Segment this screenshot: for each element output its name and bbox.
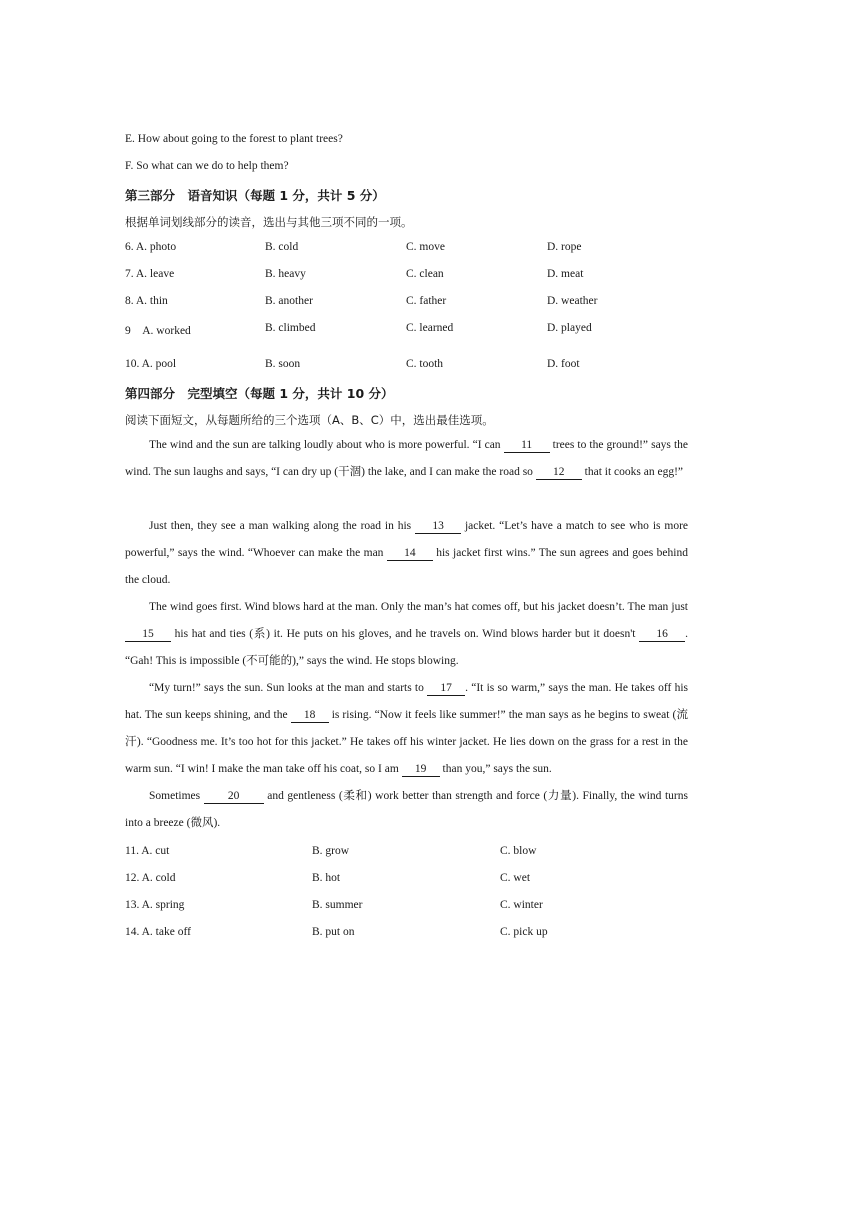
option-a: 13. A. spring (125, 899, 185, 911)
option-c: C. blow (500, 845, 537, 857)
paragraph-text: “My turn!” says the sun. Sun looks at the man and starts to (149, 682, 428, 694)
phonics-question-10 (125, 358, 705, 374)
paragraph-text: The wind and the sun are talking loudly about who is more powerful. “I can (149, 439, 504, 451)
part3-instruction: 根据单词划线部分的读音，选出与其他三项不同的一项。 (125, 215, 413, 229)
option-c: C. wet (500, 872, 531, 884)
cloze-paragraph-5 (125, 783, 688, 837)
cloze-paragraph-2 (125, 513, 688, 594)
phonics-question-9 (125, 322, 705, 338)
part3-heading: 第三部分 语音知识（每题 1 分，共计 5 分） (125, 188, 385, 203)
phonics-question-7 (125, 268, 705, 284)
cloze-blank-16: 16 (639, 628, 685, 642)
paragraph-text: his jacket first wins.” The sun agrees and goes behind the cloud. (125, 547, 688, 586)
option-a: 14. A. take off (125, 926, 191, 938)
option-b: B. cold (265, 241, 299, 253)
cloze-blank-17: 17 (427, 682, 465, 696)
cloze-paragraph-4 (125, 675, 688, 783)
option-c: C. tooth (406, 358, 444, 370)
cloze-blank-18: 18 (291, 709, 329, 723)
part4-heading: 第四部分 完型填空（每题 1 分，共计 10 分） (125, 386, 394, 401)
option-c: C. father (406, 295, 447, 307)
option-a: 9 A. worked (125, 325, 191, 337)
cloze-choice-11 (125, 845, 705, 861)
paragraph-text: trees to the ground!” says the wind. The sun laughs and says, “I can dry up (干涸) the lake, and I can make the road so (125, 439, 688, 478)
option-b: B. summer (312, 899, 363, 911)
option-d: D. played (547, 322, 592, 334)
cloze-paragraph-3 (125, 594, 688, 675)
phonics-question-8 (125, 295, 705, 311)
paragraph-text: Just then, they see a man walking along the road in his (149, 520, 416, 532)
option-d: D. rope (547, 241, 582, 253)
option-d: D. weather (547, 295, 598, 307)
option-c: C. pick up (500, 926, 548, 938)
paragraph-text: jacket. “Let’s have a match to see who is more powerful,” says the wind. “Whoever can make the man (125, 520, 689, 559)
option-b: B. hot (312, 872, 341, 884)
option-a: 8. A. thin (125, 295, 168, 307)
cloze-blank-13: 13 (415, 520, 461, 534)
paragraph-text: than you,” says the sun. (439, 763, 552, 775)
option-b: B. put on (312, 926, 355, 938)
option-a: 7. A. leave (125, 268, 175, 280)
option-d: D. foot (547, 358, 580, 370)
paragraph-text: and gentleness (柔和) work better than strength and force (力量). Finally, the wind turns into a breeze (微风). (125, 790, 688, 829)
option-b: B. climbed (265, 322, 316, 334)
option-e: E. How about going to the forest to plant trees? (125, 133, 343, 145)
option-f: F. So what can we do to help them? (125, 160, 289, 172)
option-a: 11. A. cut (125, 845, 170, 857)
option-b: B. grow (312, 845, 350, 857)
part4-instruction: 阅读下面短文，从每题所给的三个选项（A、B、C）中，选出最佳选项。 (125, 413, 494, 427)
cloze-choice-13 (125, 899, 705, 915)
paragraph-text: . “It is so warm,” says the man. He takes off his hat. The sun keeps shining, and the (125, 682, 688, 721)
cloze-blank-11: 11 (504, 439, 550, 453)
option-c: C. winter (500, 899, 543, 911)
option-d: D. meat (547, 268, 584, 280)
cloze-blank-20: 20 (204, 790, 264, 804)
cloze-blank-14: 14 (387, 547, 433, 561)
paragraph-text: The wind goes first. Wind blows hard at the man. Only the man’s hat comes off, but his jacket doesn’t. The man just (149, 601, 688, 613)
option-c: C. clean (406, 268, 444, 280)
cloze-choice-12 (125, 872, 705, 888)
option-b: B. another (265, 295, 313, 307)
cloze-blank-19: 19 (402, 763, 440, 777)
cloze-choice-14 (125, 926, 705, 942)
option-a: 10. A. pool (125, 358, 177, 370)
option-b: B. heavy (265, 268, 306, 280)
paragraph-text: is rising. “Now it feels like summer!” the man says as he begins to sweat (流汗). “Goodness me. It’s too hot for this jacket.” He takes off his winter jacket. He lies down on the grass for a rest in the warm sun. “I win! I make the man take off his coat, so I am (125, 709, 688, 775)
option-b: B. soon (265, 358, 301, 370)
paragraph-text: . “Gah! This is impossible (不可能的),” says the wind. He stops blowing. (125, 628, 688, 667)
option-a: 12. A. cold (125, 872, 176, 884)
phonics-question-6 (125, 241, 705, 257)
paragraph-text: Sometimes (149, 790, 204, 802)
paragraph-text: his hat and ties (系) it. He puts on his gloves, and he travels on. Wind blows harder but it doesn't (171, 628, 640, 640)
cloze-blank-15: 15 (125, 628, 171, 642)
paragraph-text: that it cooks an egg!” (581, 466, 684, 478)
option-a: 6. A. photo (125, 241, 177, 253)
option-c: C. move (406, 241, 445, 253)
cloze-paragraph-1 (125, 432, 688, 486)
option-c: C. learned (406, 322, 454, 334)
cloze-blank-12: 12 (536, 466, 582, 480)
